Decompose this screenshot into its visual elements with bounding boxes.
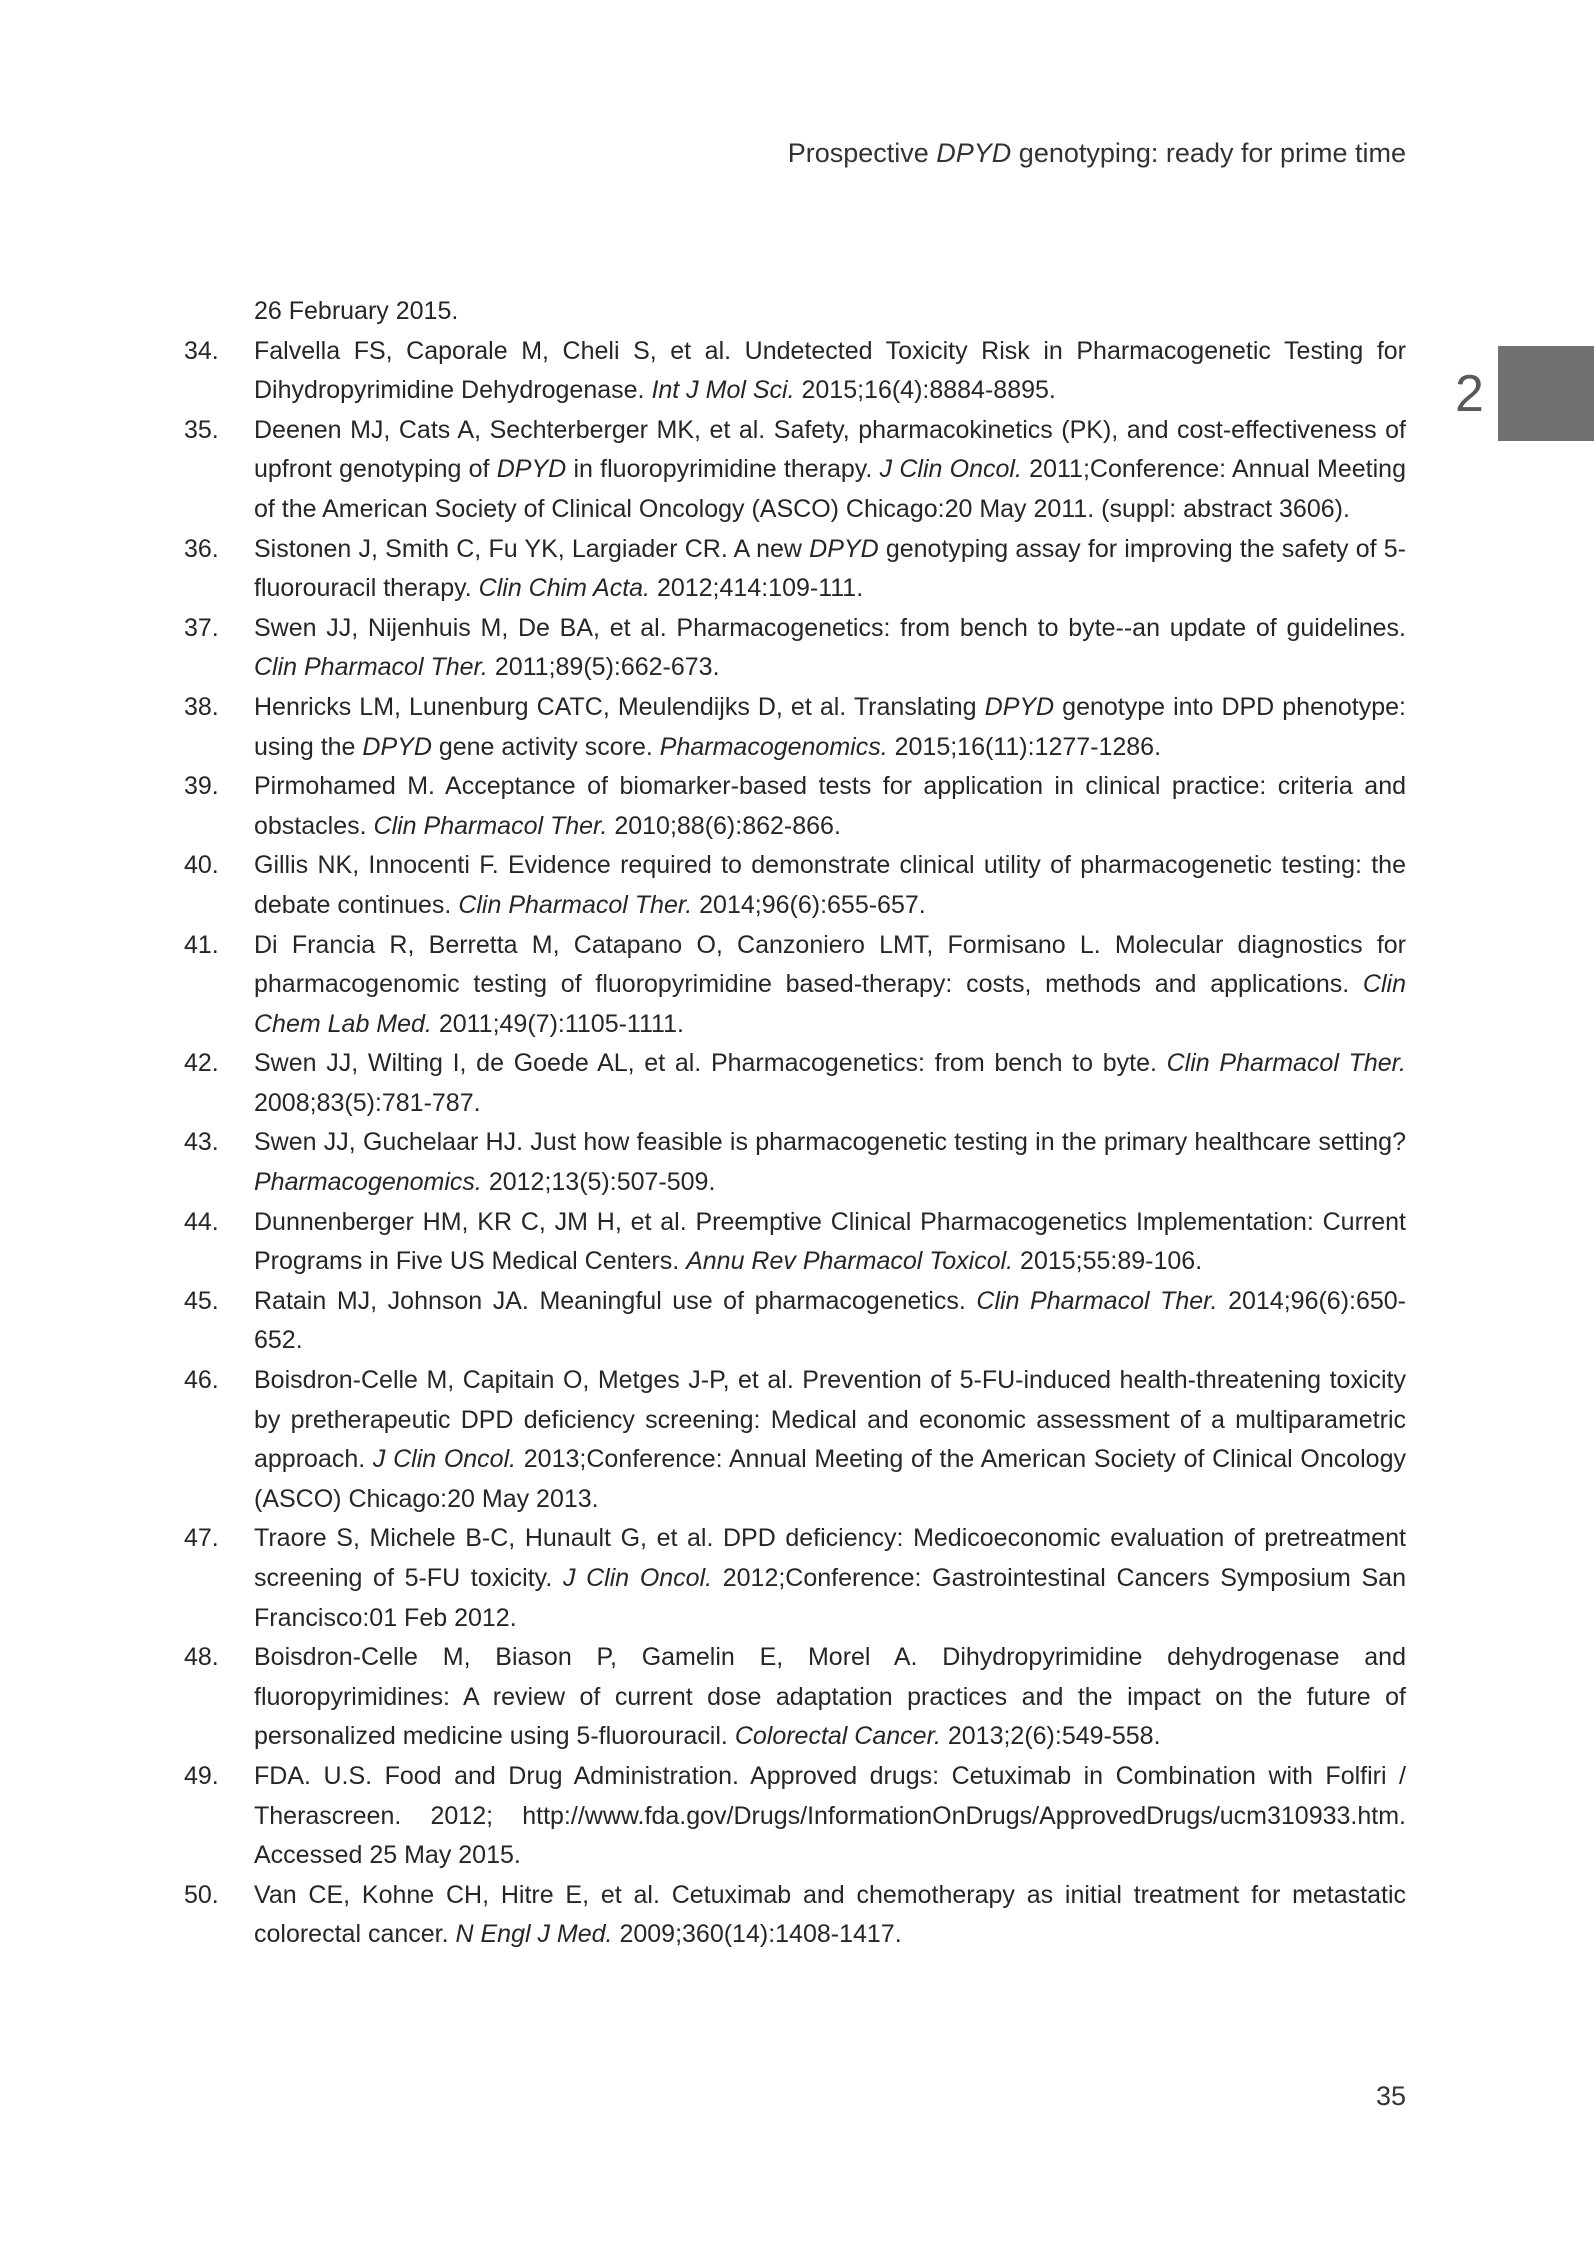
reference-segment: genotyping assay for improving the safety of 5-fluorouracil therapy. [254, 534, 1406, 603]
reference-number: 48. [184, 1643, 219, 1672]
reference-segment: 2010;88(6):862-866. [607, 811, 841, 840]
reference-number: 43. [184, 1128, 219, 1157]
reference-item [184, 926, 1406, 1045]
reference-italic-segment: DPYD [362, 732, 432, 761]
reference-segment: 2014;96(6):650-652. [254, 1286, 1407, 1355]
reference-text [254, 926, 1406, 1045]
reference-italic-segment: Clin Chem Lab Med. [254, 970, 1406, 1038]
reference-item [184, 411, 1406, 530]
reference-item [184, 767, 1406, 846]
reference-item [184, 1757, 1406, 1876]
reference-number: 44. [184, 1207, 219, 1236]
reference-italic-segment: Colorectal Cancer. [734, 1722, 941, 1751]
reference-item [184, 1638, 1406, 1757]
reference-segment: 2008;83(5):781-787. [254, 1088, 481, 1117]
reference-number: 50. [184, 1880, 219, 1909]
reference-text [254, 688, 1406, 767]
reference-italic-segment: Clin Pharmacol Ther. [976, 1286, 1218, 1315]
chapter-tab [1498, 346, 1594, 441]
chapter-number: 2 [1455, 365, 1484, 423]
reference-number: 46. [184, 1366, 219, 1395]
reference-continuation: 26 February 2015. [254, 297, 459, 325]
reference-segment: Pirmohamed M. Acceptance of biomarker-based tests for application in clinical practice: criteria and obstacles. [254, 772, 1406, 840]
reference-italic-segment: J Clin Oncol. [562, 1564, 713, 1592]
reference-segment: 2013;Conference: Annual Meeting of the American Society of Clinical Oncology (ASCO) Chicago:20 May 2013. [254, 1445, 1406, 1513]
reference-text [254, 1044, 1406, 1123]
reference-text [254, 1123, 1406, 1202]
reference-segment: Di Francia R, Berretta M, Catapano O, Canzoniero LMT, Formisano L. Molecular diagnostics for pharmacogenomic testing of fluoropyrimidine based-therapy: costs, methods and applications. [254, 930, 1406, 999]
reference-italic-segment: Int J Mol Sci. [651, 376, 795, 405]
reference-segment: Boisdron-Celle M, Capitain O, Metges J-P, et al. Prevention of 5-FU-induced health-threatening toxicity by pretherapeutic DPD deficiency screening: Medical and economic assessment of a multiparametric approach. [254, 1366, 1406, 1474]
reference-segment: 2015;16(11):1277-1286. [887, 732, 1162, 761]
reference-text [254, 767, 1406, 846]
reference-item [184, 1361, 1406, 1519]
reference-segment: Swen JJ, Nijenhuis M, De BA, et al. Pharmacogenetics: from bench to byte--an update of guidelines. [254, 613, 1406, 642]
reference-number: 34. [184, 336, 219, 365]
reference-italic-segment: Clin Pharmacol Ther. [373, 811, 608, 840]
reference-segment: 2012;13(5):507-509. [481, 1168, 716, 1197]
reference-segment: Dunnenberger HM, KR C, JM H, et al. Preemptive Clinical Pharmacogenetics Implementation: Current Programs in Five US Medical Centers. [254, 1207, 1406, 1276]
reference-text [254, 846, 1406, 925]
reference-segment: Henricks LM, Lunenburg CATC, Meulendijks D, et al. Translating [254, 692, 985, 721]
reference-italic-segment: Clin Chim Acta. [478, 574, 650, 603]
reference-item [184, 1519, 1406, 1638]
reference-italic-segment: DPYD [496, 455, 567, 484]
reference-italic-segment: Pharmacogenomics. [254, 1168, 482, 1197]
reference-text [254, 332, 1406, 411]
reference-italic-segment: J Clin Oncol. [879, 455, 1022, 484]
reference-italic-segment: DPYD [809, 534, 879, 563]
reference-number: 47. [184, 1524, 219, 1553]
reference-item [184, 1282, 1406, 1361]
reference-segment: Falvella FS, Caporale M, Cheli S, et al. Undetected Toxicity Risk in Pharmacogenetic Testing for Dihydropyrimidine Dehydrogenase. [254, 336, 1406, 405]
reference-segment: Swen JJ, Guchelaar HJ. Just how feasible is pharmacogenetic testing in the primary healthcare setting? [254, 1128, 1406, 1157]
reference-segment: FDA. U.S. Food and Drug Administration. Approved drugs: Cetuximab in Combination with Folfiri / Therascreen. 2012; http://www.fda.gov/Drugs/InformationOnDrugs/ApprovedDrugs/ucm310933.htm. Accessed 25 May 2015. [254, 1761, 1406, 1870]
reference-segment: gene activity score. [431, 732, 660, 761]
reference-item [184, 530, 1406, 609]
reference-number: 49. [184, 1761, 219, 1790]
reference-segment: 2011;89(5):662-673. [487, 653, 720, 682]
reference-segment: Van CE, Kohne CH, Hitre E, et al. Cetuximab and chemotherapy as initial treatment for metastatic colorectal cancer. [254, 1880, 1406, 1949]
reference-segment: 2011;49(7):1105-1111. [431, 1009, 684, 1038]
reference-segment: 2012;Conference: Gastrointestinal Cancers Symposium San Francisco:01 Feb 2012. [254, 1564, 1406, 1632]
reference-number: 39. [184, 772, 219, 801]
reference-text [254, 1757, 1406, 1876]
page-number: 35 [1375, 2081, 1406, 2111]
reference-text [254, 609, 1406, 688]
reference-text [254, 411, 1406, 530]
reference-item [184, 846, 1406, 925]
reference-segment: 2014;96(6):655-657. [692, 890, 926, 919]
reference-item [184, 1123, 1406, 1202]
reference-text [254, 1519, 1406, 1638]
reference-item [184, 609, 1406, 688]
reference-italic-segment: Clin Pharmacol Ther. [458, 890, 693, 919]
reference-segment: 2009;360(14):1408-1417. [612, 1920, 902, 1949]
reference-number: 40. [184, 851, 219, 880]
reference-number: 42. [184, 1049, 219, 1078]
reference-text [254, 1282, 1406, 1361]
reference-segment: Gillis NK, Innocenti F. Evidence required to demonstrate clinical utility of pharmacogenetic testing: the debate continues. [254, 851, 1406, 919]
reference-number: 35. [184, 415, 219, 444]
reference-segment: 2011;Conference: Annual Meeting of the American Society of Clinical Oncology (ASCO) Chicago:20 May 2011. (suppl: abstract 3606). [254, 455, 1406, 523]
reference-italic-segment: J Clin Oncol. [372, 1445, 517, 1474]
reference-number: 37. [184, 613, 219, 642]
reference-item [184, 688, 1406, 767]
reference-list [184, 292, 1406, 1955]
reference-item [184, 332, 1406, 411]
reference-segment: Deenen MJ, Cats A, Sechterberger MK, et al. Safety, pharmacokinetics (PK), and cost-effectiveness of upfront genotyping of [254, 415, 1406, 484]
reference-text [254, 530, 1406, 609]
reference-segment: in fluoropyrimidine therapy. [566, 455, 880, 484]
reference-segment: 2012;414:109-111. [650, 574, 864, 603]
reference-number: 36. [184, 534, 219, 563]
reference-segment: Ratain MJ, Johnson JA. Meaningful use of pharmacogenetics. [254, 1286, 977, 1315]
reference-italic-segment: Pharmacogenomics. [659, 732, 888, 761]
reference-italic-segment: Clin Pharmacol Ther. [1166, 1049, 1407, 1078]
reference-segment: 2013;2(6):549-558. [940, 1722, 1161, 1751]
running-header-gene: DPYD [936, 138, 1012, 168]
running-header [788, 138, 1406, 169]
reference-item [184, 1044, 1406, 1123]
reference-number: 45. [184, 1286, 219, 1315]
reference-item [184, 1203, 1406, 1282]
reference-segment: genotype into DPD phenotype: using the [254, 692, 1406, 761]
reference-segment: Swen JJ, Wilting I, de Goede AL, et al. Pharmacogenetics: from bench to byte. [254, 1049, 1167, 1078]
reference-segment: 2015;16(4):8884-8895. [794, 376, 1056, 405]
reference-number: 38. [184, 692, 219, 721]
reference-text [254, 1876, 1406, 1955]
reference-segment: 2015;55:89-106. [1013, 1247, 1203, 1276]
reference-segment: Traore S, Michele B-C, Hunault G, et al. DPD deficiency: Medicoeconomic evaluation of pretreatment screening of 5-FU toxicity. [254, 1524, 1406, 1592]
reference-segment: Boisdron-Celle M, Biason P, Gamelin E, Morel A. Dihydropyrimidine dehydrogenase and fluoropyrimidines: A review of current dose adaptation practices and the impact on the future of personalized medicine using 5-fluorouracil. [254, 1643, 1406, 1751]
reference-italic-segment: DPYD [984, 692, 1055, 721]
running-header-suffix: genotyping: ready for prime time [1011, 138, 1406, 168]
reference-italic-segment: Annu Rev Pharmacol Toxicol. [686, 1247, 1014, 1276]
reference-text [254, 1638, 1406, 1757]
reference-italic-segment: Clin Pharmacol Ther. [254, 653, 488, 682]
reference-italic-segment: N Engl J Med. [455, 1920, 613, 1949]
reference-segment: Sistonen J, Smith C, Fu YK, Largiader CR. A new [254, 534, 810, 563]
reference-number: 41. [184, 930, 219, 959]
reference-item [184, 1876, 1406, 1955]
reference-text [254, 1203, 1406, 1282]
running-header-prefix: Prospective [787, 138, 937, 168]
reference-text [254, 1361, 1406, 1519]
